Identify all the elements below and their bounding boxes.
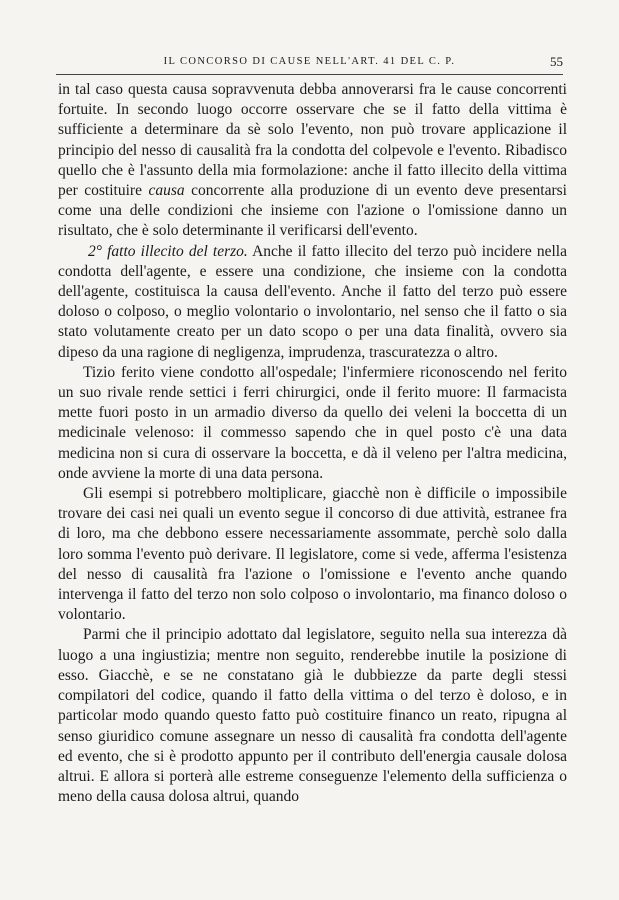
paragraph-1 <box>58 80 567 242</box>
paragraph-text: Anche il fatto illecito del terzo può incidere nella condotta dell'agente, e essere una condizione, che insieme con la condotta dell'agente, costituisca la causa dell'evento. Anche il fatto del terzo può essere doloso o colposo, o meglio volontario o involontario, nel senso che il fatto o sia stato volutamente creato per un dato scopo o per una data finalità, ovvero sia dipeso da una ragione di negligenza, imprudenza, trascuratezza o altro. <box>58 242 567 361</box>
running-head: IL CONCORSO DI CAUSE NELL'ART. 41 DEL C. P. <box>163 56 456 67</box>
paragraph-text: in tal caso questa causa sopravvenuta debba annoverarsi fra le cause concorrenti fortuite. In secondo luogo occorre osservare che se il fatto della vittima è sufficiente a determinare da sè solo l'evento, non può trovare applicazione il principio del nesso di causalità fra la condotta del colpevole e l'evento. Ribadisco quello che è l'assunto della mia formolazione: anche il fatto illecito della vittima per costituire <box>58 81 567 200</box>
header-rule <box>56 74 563 75</box>
paragraph-5: Parmi che il principio adottato dal legislatore, seguito nella sua interezza dà luogo a una ingiustizia; mentre non seguito, renderebbe inutile la posizione di esso. Giacchè, e se ne constatano già le dubbiezze da parte degli stessi compilatori del codice, quando il fatto della vittima o del terzo è doloso, e in particolar modo quando questo fatto può costituire financo un reato, ripugna al senso giuridico comune assegnare un nesso di causalità fra condotta dell'agente ed evento, che si è prodotto appunto per il contributo dell'energia causale dolosa altrui. E allora si porterà alle estreme conseguenze l'elemento della sufficienza o meno della causa dolosa altrui, quando <box>58 626 567 806</box>
page-header <box>56 54 563 74</box>
paragraph-text: concorrente alla produzione di un evento deve presentarsi come una delle condizioni che insieme con l'azione o l'omissione danno un risultato, che è solo determinante il verificarsi dell'evento. <box>58 182 567 240</box>
paragraph-2 <box>58 242 567 363</box>
paragraph-3: Tizio ferito viene condotto all'ospedale; l'infermiere riconoscendo nel ferito un suo rivale rende settici i ferri chirurgici, onde il ferito muore: Il farmacista mette fuori posto in un armadio diverso da quello dei veleni la boccetta di un medicinale velenoso: il commesso sapendo che in quel posto c'è una data medicina non si cura di osservare la boccetta, e dà il veleno per l'altra medicina, onde avviene la morte di una data persona. <box>58 363 567 482</box>
paragraph-4: Gli esempi si potrebbero moltiplicare, giacchè non è difficile o impossibile trovare dei casi nei quali un evento segue il concorso di due attività, estranee fra di loro, ma che debbono essere necessariamente assommate, perchè solo dalla loro somma l'evento può derivare. Il legislatore, come si vede, afferma l'esistenza del nesso di causalità fra l'azione o l'omissione e l'evento anche quando intervenga il fatto del terzo non solo colposo o involontario, ma financo doloso o volontario. <box>58 485 567 624</box>
section-heading: 2° fatto illecito del terzo. <box>88 242 248 260</box>
italic-term: causa <box>148 182 185 200</box>
page-number: 55 <box>550 54 563 69</box>
body-text <box>58 80 567 807</box>
